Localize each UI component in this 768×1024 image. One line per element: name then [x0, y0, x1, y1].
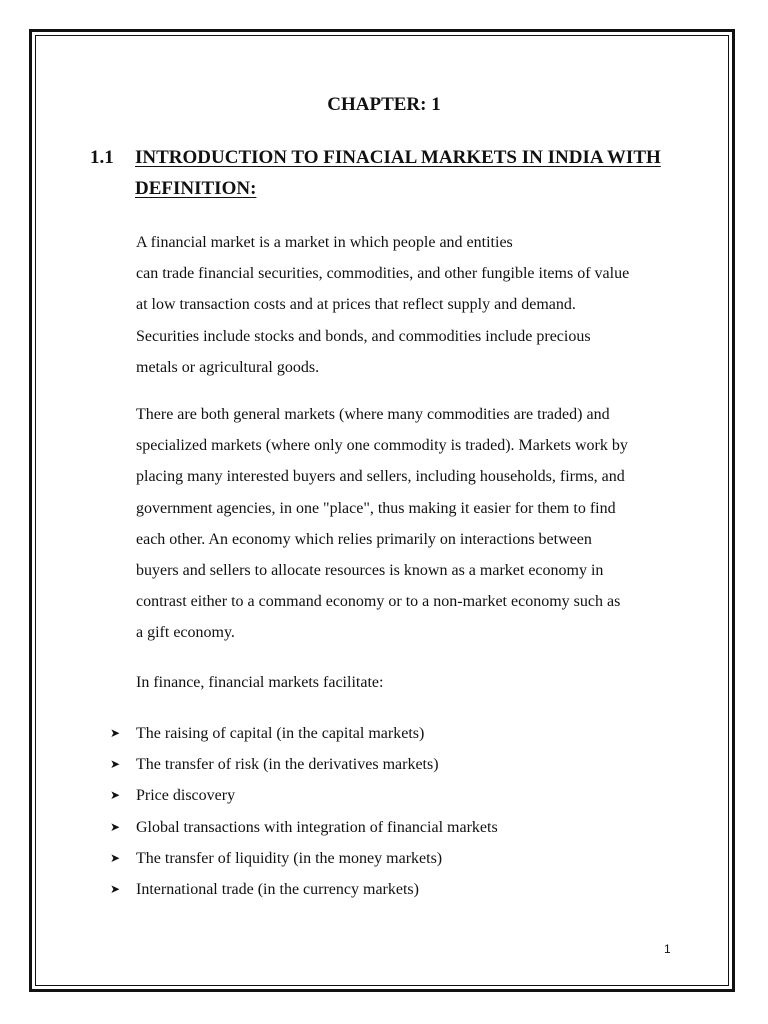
paragraph-line: can trade financial securities, commodities, and other fungible items of value — [136, 265, 630, 283]
paragraph-line: contrast either to a command economy or to a non-market economy such as — [136, 593, 621, 611]
paragraph-line: buyers and sellers to allocate resources is known as a market economy in — [136, 562, 604, 580]
paragraph-line: placing many interested buyers and sellers, including households, firms, and — [136, 468, 625, 486]
arrowhead-bullet-icon: ➤ — [110, 757, 121, 772]
list-item-text: The transfer of risk (in the derivatives markets) — [136, 756, 439, 774]
list-item — [110, 718, 498, 749]
page-number: 1 — [664, 942, 671, 956]
paragraph-definition — [136, 227, 696, 383]
arrowhead-bullet-icon: ➤ — [110, 881, 121, 896]
paragraph-line: A financial market is a market in which people and entities — [136, 234, 513, 251]
paragraph-line: In finance, financial markets facilitate: — [136, 674, 384, 691]
section-title: INTRODUCTION TO FINACIAL MARKETS IN INDIA WITH DEFINITION: — [135, 147, 661, 199]
list-item — [110, 843, 498, 874]
paragraph-line: a gift economy. — [136, 624, 235, 642]
chapter-title: CHAPTER: 1 — [327, 94, 441, 115]
paragraph-line: specialized markets (where only one commodity is traded). Markets work by — [136, 437, 628, 455]
paragraph-line: each other. An economy which relies primarily on interactions between — [136, 530, 592, 548]
paragraph-market-types — [136, 399, 696, 649]
list-item-text: Price discovery — [136, 787, 236, 805]
list-item — [110, 874, 498, 905]
functions-list — [110, 718, 498, 905]
arrowhead-bullet-icon: ➤ — [110, 788, 121, 803]
list-item — [110, 812, 498, 843]
paragraph-line: Securities include stocks and bonds, and commodities include precious — [136, 327, 591, 345]
paragraph-line: at low transaction costs and at prices that reflect supply and demand. — [136, 296, 576, 314]
paragraph-line: There are both general markets (where many commodities are traded) and — [136, 406, 610, 423]
list-item-text: International trade (in the currency markets) — [136, 880, 419, 898]
arrowhead-bullet-icon: ➤ — [110, 819, 121, 834]
list-item — [110, 749, 498, 780]
list-item-text: Global transactions with integration of financial markets — [136, 818, 498, 836]
paragraph-line: government agencies, in one "place", thus making it easier for them to find — [136, 499, 616, 517]
section-number: 1.1 — [90, 147, 114, 168]
arrowhead-bullet-icon: ➤ — [110, 850, 121, 865]
arrowhead-bullet-icon: ➤ — [110, 726, 121, 740]
paragraph-line: metals or agricultural goods. — [136, 358, 320, 376]
paragraph-intro-list — [136, 667, 696, 698]
list-item-text: The raising of capital (in the capital markets) — [136, 725, 425, 742]
list-item-text: The transfer of liquidity (in the money markets) — [136, 849, 443, 867]
list-item — [110, 780, 498, 811]
